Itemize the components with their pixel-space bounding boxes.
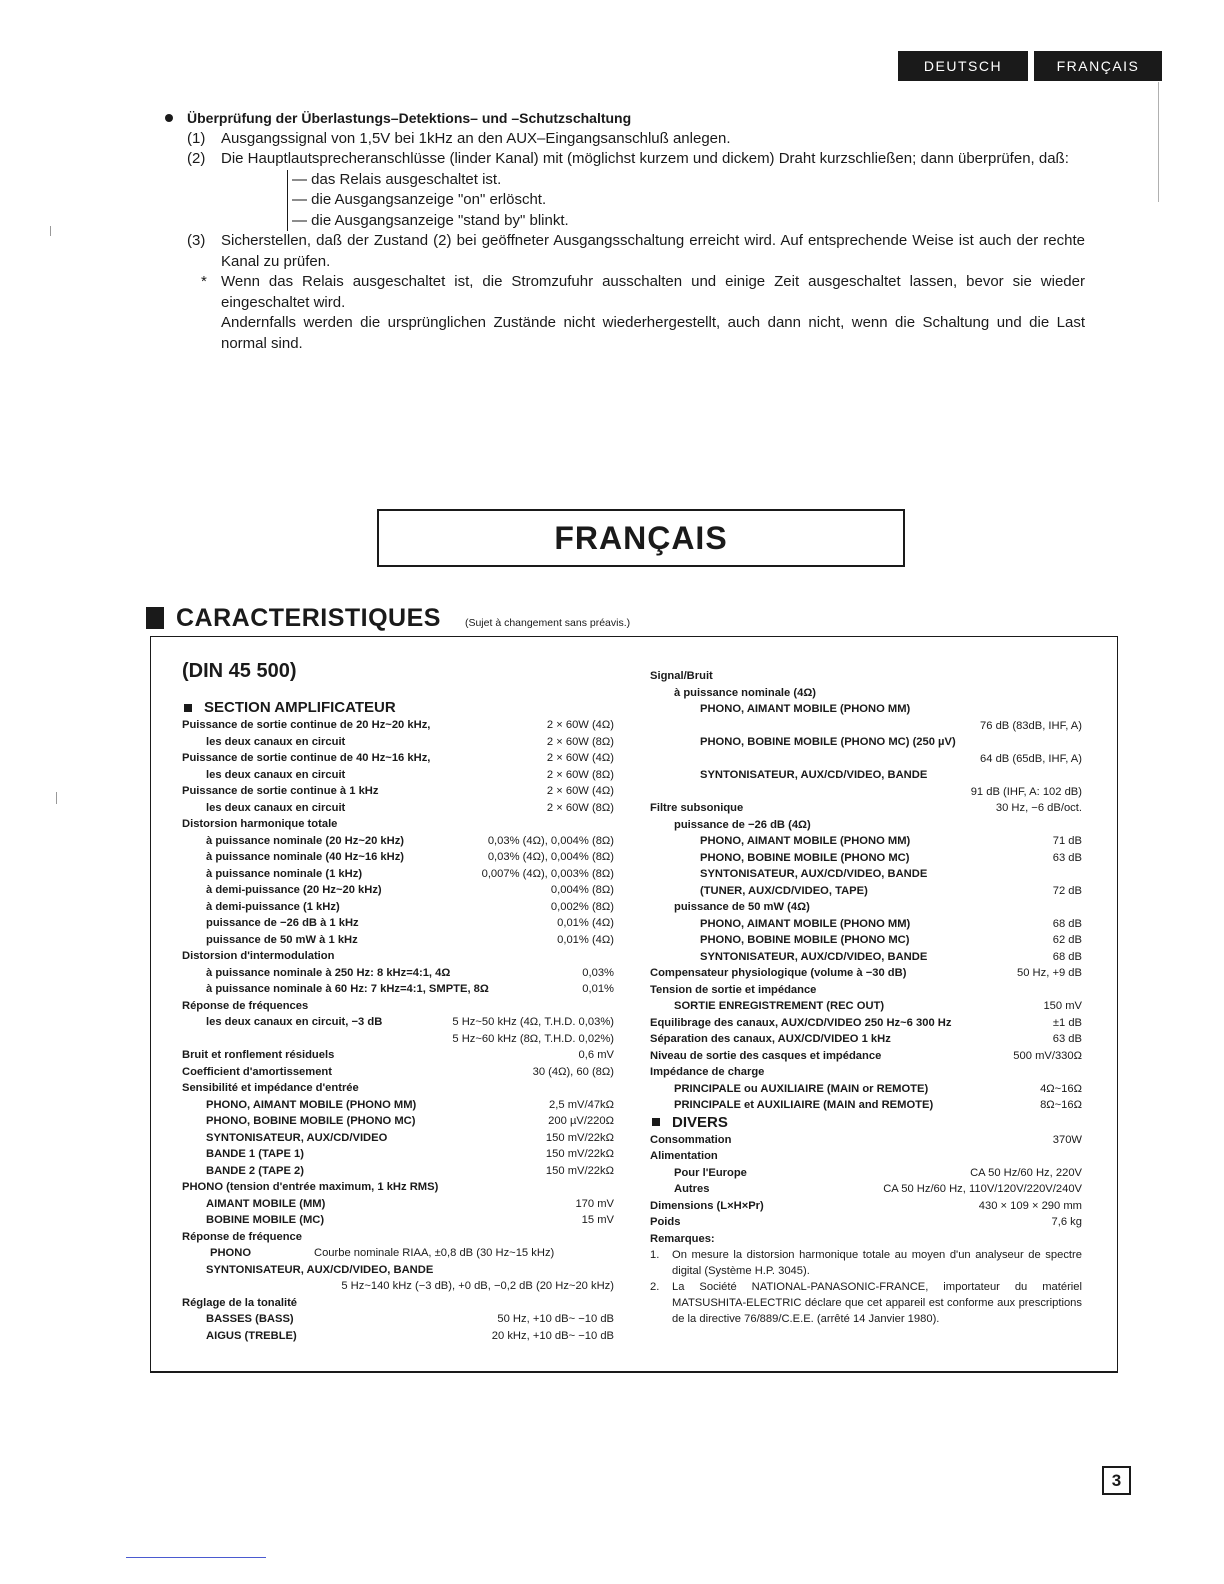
deutsch-heading-text: Überprüfung der Überlastungs–Detektions– und –Schutzschaltung xyxy=(187,110,632,126)
spec-label: BANDE 2 (TAPE 2) xyxy=(206,1164,305,1177)
spec-value: 63 dB xyxy=(1052,1033,1082,1045)
spec-row xyxy=(182,1212,614,1229)
spec-value: 0,004% (8Ω) xyxy=(550,884,614,896)
spec-row xyxy=(650,1181,1082,1198)
spec-row xyxy=(650,850,1082,867)
spec-value: 91 dB (IHF, A: 102 dB) xyxy=(970,785,1082,798)
check-item: — das Relais ausgeschaltet ist. xyxy=(292,170,502,188)
spec-row xyxy=(650,1214,1082,1231)
check-list xyxy=(287,170,652,232)
spec-value: CA 50 Hz/60 Hz, 220V xyxy=(970,1166,1082,1179)
spec-value: 30 Hz, −6 dB/oct. xyxy=(995,802,1082,814)
tone-heading: Réglage de la tonalité xyxy=(182,1296,298,1309)
section-title: CARACTERISTIQUES xyxy=(176,604,441,632)
spec-row xyxy=(182,866,614,883)
amp-section-heading xyxy=(182,699,614,716)
spec-label: Consommation xyxy=(650,1133,732,1146)
specs-left-column xyxy=(182,660,614,1344)
spec-label: (TUNER, AUX/CD/VIDEO, TAPE) xyxy=(700,884,868,897)
spec-value: 68 dB xyxy=(1052,917,1082,930)
response-heading: Réponse de fréquence xyxy=(182,1230,302,1243)
freq-heading: Réponse de fréquences xyxy=(182,999,309,1012)
spec-value: 8Ω~16Ω xyxy=(1040,1099,1082,1111)
spec-row xyxy=(182,1064,614,1081)
spec-label: à puissance nominale à 250 Hz: 8 kHz=4:1, 4Ω xyxy=(206,966,451,979)
spec-row xyxy=(182,1014,614,1031)
spec-label: PHONO xyxy=(210,1247,252,1259)
p50-heading: puissance de 50 mW (4Ω) xyxy=(674,901,810,913)
spec-value: 4Ω~16Ω xyxy=(1040,1082,1082,1095)
din-label: (DIN 45 500) xyxy=(182,660,297,682)
spec-row xyxy=(182,734,614,751)
spec-row xyxy=(182,800,614,817)
spec-label: Dimensions (L×H×Pr) xyxy=(650,1199,764,1212)
spec-label: puissance de −26 dB à 1 kHz xyxy=(206,917,359,929)
spec-row xyxy=(650,965,1082,982)
step-text: Sicherstellen, daß der Zustand (2) bei geöffneter Ausgangsschaltung erreicht wird. Auf entsprechende Weise ist auch der rechte Kanal zu prüfen. xyxy=(221,232,1085,270)
spec-value: 5 Hz~50 kHz (4Ω, T.H.D. 0,03%) xyxy=(452,1016,614,1028)
deutsch-note-continued xyxy=(165,313,1085,354)
spec-label: PRINCIPALE ou AUXILIAIRE (MAIN or REMOTE) xyxy=(674,1082,929,1095)
section-header xyxy=(146,604,630,633)
thd-heading: Distorsion harmonique totale xyxy=(182,818,338,830)
square-bullet-icon xyxy=(184,704,192,712)
spec-label: Bruit et ronflement résiduels xyxy=(182,1049,335,1061)
spec-row xyxy=(650,800,1082,817)
spec-label: Puissance de sortie continue de 20 Hz~20 kHz, xyxy=(182,719,431,731)
sens-heading: Sensibilité et impédance d'entrée xyxy=(182,1082,359,1094)
deutsch-heading xyxy=(165,108,1085,129)
spec-row xyxy=(182,981,614,998)
spec-label: PHONO, AIMANT MOBILE (PHONO MM) xyxy=(206,1098,417,1111)
spec-row xyxy=(650,1132,1082,1149)
spec-value: 50 Hz, +9 dB xyxy=(1017,967,1082,979)
step-number: (2) xyxy=(187,150,206,167)
spec-value: 64 dB (65dB, IHF, A) xyxy=(980,752,1082,765)
spec-label: Poids xyxy=(650,1216,681,1228)
deutsch-step-2 xyxy=(165,149,1085,170)
spec-value: 30 (4Ω), 60 (8Ω) xyxy=(532,1065,614,1078)
spec-value: 0,03% xyxy=(582,966,614,979)
spec-value: 72 dB xyxy=(1052,884,1082,897)
spec-label: Séparation des canaux, AUX/CD/VIDEO 1 kHz xyxy=(650,1033,891,1045)
phono-max-heading: PHONO (tension d'entrée maximum, 1 kHz RMS) xyxy=(182,1181,439,1193)
load-heading: Impédance de charge xyxy=(650,1066,765,1078)
check-item: — die Ausgangsanzeige "on" erlöscht. xyxy=(292,191,547,208)
spec-value: 2 × 60W (4Ω) xyxy=(546,785,614,797)
spec-value: ±1 dB xyxy=(1052,1016,1082,1029)
spec-value: 150 mV/22kΩ xyxy=(545,1131,614,1144)
p26-heading: puissance de −26 dB (4Ω) xyxy=(674,818,811,831)
step-text: Ausgangssignal von 1,5V bei 1kHz an den AUX–Eingangsanschluß anlegen. xyxy=(221,129,731,147)
step-text: Die Hauptlautsprecheranschlüsse (linder Kanal) mit (möglichst kurzem und dickem) Draht kurzschließen; dann überprüfen, daß: xyxy=(221,150,1069,167)
spec-row xyxy=(650,998,1082,1015)
spec-row xyxy=(182,717,614,734)
spec-label: SYNTONISATEUR, AUX/CD/VIDEO, BANDE xyxy=(700,868,928,880)
remark-item xyxy=(650,1247,1082,1279)
tab-deutsch[interactable]: DEUTSCH xyxy=(898,51,1028,81)
spec-value: Courbe nominale RIAA, ±0,8 dB (30 Hz~15 kHz) xyxy=(314,1247,555,1259)
spec-label: Autres xyxy=(674,1183,710,1195)
spec-label: les deux canaux en circuit xyxy=(206,801,346,814)
spec-row xyxy=(182,899,614,916)
spec-label: AIMANT MOBILE (MM) xyxy=(206,1197,326,1210)
spec-row xyxy=(182,1146,614,1163)
specs-right-column xyxy=(650,668,1082,1327)
spec-value: 20 kHz, +10 dB~ −10 dB xyxy=(491,1329,614,1342)
spec-label: PHONO, BOBINE MOBILE (PHONO MC) (250 µV) xyxy=(700,736,956,748)
spec-label: BANDE 1 (TAPE 1) xyxy=(206,1148,305,1160)
spec-row xyxy=(650,932,1082,949)
spec-value: 0,002% (8Ω) xyxy=(550,900,614,913)
tab-francais[interactable]: FRANÇAIS xyxy=(1034,51,1162,81)
spec-value: 2,5 mV/47kΩ xyxy=(549,1098,614,1111)
remark-text: On mesure la distorsion harmonique totale au moyen d'un analyseur de spectre digital (Système H.P. 3045). xyxy=(672,1249,1082,1277)
spec-value: 2 × 60W (8Ω) xyxy=(546,735,614,748)
spec-value: 2 × 60W (4Ω) xyxy=(546,752,614,764)
divers-title: DIVERS xyxy=(672,1113,728,1131)
spec-row xyxy=(182,833,614,850)
spec-row xyxy=(650,833,1082,850)
spec-label: Puissance de sortie continue à 1 kHz xyxy=(182,785,379,797)
spec-label: à puissance nominale (1 kHz) xyxy=(206,867,363,880)
spec-value: 200 µV/220Ω xyxy=(548,1115,614,1127)
rec-heading: Tension de sortie et impédance xyxy=(650,983,817,996)
spec-row xyxy=(182,1130,614,1147)
spec-value: 500 mV/330Ω xyxy=(1013,1049,1082,1062)
sn-heading: Signal/Bruit xyxy=(650,670,713,682)
spec-value: 50 Hz, +10 dB~ −10 dB xyxy=(497,1313,614,1325)
spec-value: 150 mV xyxy=(1043,1000,1082,1012)
spec-row xyxy=(650,1165,1082,1182)
spec-row xyxy=(182,932,614,949)
spec-label: SYNTONISATEUR, AUX/CD/VIDEO, BANDE xyxy=(700,769,928,781)
spec-label: BASSES (BASS) xyxy=(206,1313,294,1325)
spec-row xyxy=(650,1015,1082,1032)
spec-label: BOBINE MOBILE (MC) xyxy=(206,1214,325,1226)
spec-value: 5 Hz~60 kHz (8Ω, T.H.D. 0,02%) xyxy=(452,1032,614,1045)
spec-row xyxy=(650,949,1082,966)
remark-item xyxy=(650,1279,1082,1327)
spec-label: Puissance de sortie continue de 40 Hz~16 kHz, xyxy=(182,752,431,764)
edge-line xyxy=(1158,82,1159,202)
spec-value: 68 dB xyxy=(1052,950,1082,963)
deutsch-step-1 xyxy=(165,129,1085,150)
spec-row xyxy=(650,1097,1082,1114)
spec-row xyxy=(182,1328,614,1345)
spec-label: SYNTONISATEUR, AUX/CD/VIDEO, BANDE xyxy=(700,950,928,963)
spec-row xyxy=(182,1097,614,1114)
spec-label: à demi-puissance (20 Hz~20 kHz) xyxy=(206,884,382,896)
spec-row xyxy=(650,1198,1082,1215)
deutsch-note xyxy=(165,272,1085,313)
spec-label: Filtre subsonique xyxy=(650,802,744,814)
spec-value: 170 mV xyxy=(575,1197,614,1210)
spec-row xyxy=(182,849,614,866)
spec-label: PHONO, AIMANT MOBILE (PHONO MM) xyxy=(700,835,911,847)
spec-label: PHONO, BOBINE MOBILE (PHONO MC) xyxy=(700,934,910,946)
amp-section-title: SECTION AMPLIFICATEUR xyxy=(204,699,396,716)
note-text-1: Wenn das Relais ausgeschaltet ist, die Stromzufuhr ausschalten und einige Zeit ausgeschaltet lassen, bevor sie wieder eingeschaltet wird. xyxy=(221,273,1085,311)
language-tabs xyxy=(898,51,1162,81)
note-text-2: Andernfalls werden die ursprünglichen Zustände nicht wiederhergestellt, auch dann nicht, wenn die Schaltung und die Last normal sind. xyxy=(221,314,1085,352)
check-item: — die Ausgangsanzeige "stand by" blinkt. xyxy=(292,211,569,229)
footer-line xyxy=(126,1557,266,1558)
square-bullet-icon xyxy=(652,1118,660,1126)
spec-value: 0,007% (4Ω), 0,003% (8Ω) xyxy=(481,867,614,880)
spec-label: les deux canaux en circuit xyxy=(206,768,346,781)
spec-value: 7,6 kg xyxy=(1051,1216,1082,1228)
spec-value: 71 dB xyxy=(1052,835,1082,847)
spec-label: Compensateur physiologique (volume à −30 dB) xyxy=(650,967,907,979)
section-note: (Sujet à changement sans préavis.) xyxy=(464,617,631,629)
spec-row xyxy=(182,1196,614,1213)
spec-row xyxy=(182,1245,614,1262)
step-number: (1) xyxy=(187,129,206,147)
spec-row xyxy=(182,750,614,767)
deutsch-step-3 xyxy=(165,231,1085,272)
divers-heading xyxy=(650,1114,1082,1131)
spec-row xyxy=(182,915,614,932)
spec-label: Coefficient d'amortissement xyxy=(182,1065,332,1078)
spec-value: 63 dB xyxy=(1052,851,1082,864)
imd-heading: Distorsion d'intermodulation xyxy=(182,950,335,962)
spec-label: Equilibrage des canaux, AUX/CD/VIDEO 250 Hz~6 300 Hz xyxy=(650,1016,952,1029)
spec-row xyxy=(182,1163,614,1180)
remarks-heading: Remarques: xyxy=(650,1232,715,1245)
spec-label: les deux canaux en circuit xyxy=(206,735,346,748)
scan-mark xyxy=(50,226,51,236)
spec-label: à demi-puissance (1 kHz) xyxy=(206,900,340,913)
spec-row xyxy=(182,965,614,982)
spec-value: 62 dB xyxy=(1052,934,1082,946)
spec-value: 370W xyxy=(1052,1133,1082,1146)
spec-row xyxy=(182,783,614,800)
spec-row xyxy=(182,1311,614,1328)
spec-label: les deux canaux en circuit, −3 dB xyxy=(206,1016,383,1028)
spec-value: 430 × 109 × 290 mm xyxy=(978,1199,1082,1212)
spec-row xyxy=(650,1031,1082,1048)
spec-value: 0,01% (4Ω) xyxy=(557,933,614,946)
spec-label: PHONO, AIMANT MOBILE (PHONO MM) xyxy=(700,703,911,715)
spec-value: 150 mV/22kΩ xyxy=(545,1164,614,1177)
spec-value: 2 × 60W (4Ω) xyxy=(546,719,614,731)
spec-value: 2 × 60W (8Ω) xyxy=(546,801,614,814)
spec-value: 150 mV/22kΩ xyxy=(545,1148,614,1160)
spec-value: 0,01% xyxy=(582,983,614,995)
spec-value: 15 mV xyxy=(581,1214,614,1226)
spec-label: PRINCIPALE et AUXILIAIRE (MAIN and REMOTE) xyxy=(674,1099,934,1111)
spec-label: puissance de 50 mW à 1 kHz xyxy=(206,933,358,946)
spec-row xyxy=(650,1048,1082,1065)
square-bullet-icon xyxy=(146,607,164,629)
asterisk-icon: * xyxy=(201,273,207,290)
spec-row xyxy=(182,1047,614,1064)
spec-row xyxy=(650,916,1082,933)
spec-row xyxy=(182,882,614,899)
spec-label: AIGUS (TREBLE) xyxy=(206,1329,297,1342)
spec-value: 0,01% (4Ω) xyxy=(557,917,614,929)
scan-mark xyxy=(56,792,57,804)
spec-row xyxy=(182,767,614,784)
spec-value: 76 dB (83dB, IHF, A) xyxy=(980,719,1082,732)
deutsch-procedure xyxy=(165,108,1085,354)
spec-row xyxy=(182,1113,614,1130)
page-number: 3 xyxy=(1102,1466,1131,1495)
spec-value: 0,6 mV xyxy=(578,1049,614,1061)
spec-label: PHONO, AIMANT MOBILE (PHONO MM) xyxy=(700,917,911,930)
remark-text: La Société NATIONAL-PANASONIC-FRANCE, importateur du matériel MATSUSHITA-ELECTRIC déclare que cet appareil est conforme aux prescriptions de la directive 76/889/C.E.E. (arrêté 14 Janvier 1980). xyxy=(672,1281,1082,1325)
sn-subheading: à puissance nominale (4Ω) xyxy=(674,686,817,699)
spec-value: CA 50 Hz/60 Hz, 110V/120V/220V/240V xyxy=(883,1183,1082,1195)
spec-label: SYNTONISATEUR, AUX/CD/VIDEO, BANDE xyxy=(206,1263,434,1276)
spec-label: SYNTONISATEUR, AUX/CD/VIDEO xyxy=(206,1131,388,1144)
spec-label: SORTIE ENREGISTREMENT (REC OUT) xyxy=(674,1000,885,1012)
spec-value: 2 × 60W (8Ω) xyxy=(546,768,614,781)
spec-label: à puissance nominale (40 Hz~16 kHz) xyxy=(206,851,405,863)
spec-label: Pour l'Europe xyxy=(674,1166,747,1179)
spec-value: 0,03% (4Ω), 0,004% (8Ω) xyxy=(487,851,614,863)
spec-label: PHONO, BOBINE MOBILE (PHONO MC) xyxy=(700,851,910,864)
spec-label: Niveau de sortie des casques et impédance xyxy=(650,1049,882,1062)
spec-value: 0,03% (4Ω), 0,004% (8Ω) xyxy=(487,834,614,847)
remark-number: 1. xyxy=(650,1249,660,1261)
spec-label: à puissance nominale à 60 Hz: 7 kHz=4:1, SMPTE, 8Ω xyxy=(206,983,489,995)
spec-row xyxy=(650,1081,1082,1098)
spec-row xyxy=(650,883,1082,900)
bullet-icon xyxy=(165,114,173,122)
francais-title: FRANÇAIS xyxy=(377,509,905,567)
spec-label: à puissance nominale (20 Hz~20 kHz) xyxy=(206,834,405,847)
spec-label: PHONO, BOBINE MOBILE (PHONO MC) xyxy=(206,1115,416,1127)
remark-number: 2. xyxy=(650,1281,660,1293)
spec-value: 5 Hz~140 kHz (−3 dB), +0 dB, −0,2 dB (20 Hz~20 kHz) xyxy=(341,1280,614,1292)
power-heading: Alimentation xyxy=(650,1150,718,1162)
step-number: (3) xyxy=(187,232,206,249)
